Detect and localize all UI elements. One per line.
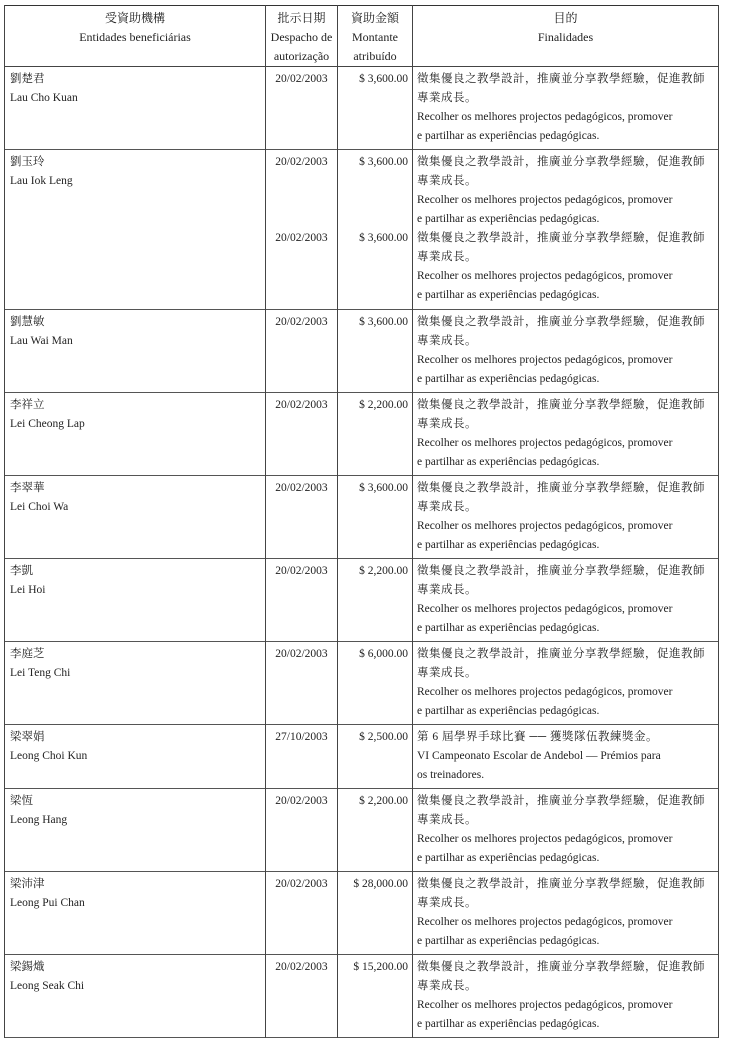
date-entry bbox=[270, 645, 333, 664]
purpose-zh-line1: 徵集優良之教學設計，推廣並分享教學經驗，促進教師 bbox=[417, 156, 705, 168]
table-row bbox=[5, 476, 719, 559]
date-cell bbox=[266, 872, 338, 955]
amount-entry bbox=[342, 153, 408, 229]
date-entry bbox=[270, 792, 333, 811]
date-entry bbox=[270, 562, 333, 581]
grant-date: 20/02/2003 bbox=[275, 878, 328, 890]
purpose-cell bbox=[413, 67, 719, 150]
purpose-cell bbox=[413, 725, 719, 789]
purpose-cell bbox=[413, 150, 719, 310]
table-header-row bbox=[5, 6, 719, 67]
purpose-pt-line1: VI Campeonato Escolar de Andebol — Prémios para bbox=[417, 750, 661, 762]
beneficiary-name-zh: 梁錫熾 bbox=[10, 961, 45, 973]
grant-date: 20/02/2003 bbox=[275, 961, 328, 973]
grant-date: 20/02/2003 bbox=[275, 316, 328, 328]
purpose-pt-line1: Recolher os melhores projectos pedagógicos, promover bbox=[417, 270, 673, 282]
purpose-zh-line2: 專業成長。 bbox=[417, 251, 477, 263]
beneficiary-cell bbox=[5, 642, 266, 725]
grant-amount: $ 2,200.00 bbox=[359, 795, 408, 807]
purpose-pt-line2: e partilhar as experiências pedagógicas. bbox=[417, 373, 600, 385]
amount-entry bbox=[342, 958, 408, 977]
header-amount-zh: 資助金額 bbox=[350, 11, 399, 25]
beneficiary-name-zh: 梁沛津 bbox=[10, 878, 45, 890]
purpose-zh-line1: 徵集優良之教學設計，推廣並分享教學經驗，促進教師 bbox=[417, 648, 705, 660]
purpose-zh-line2: 專業成長。 bbox=[417, 92, 477, 104]
grant-amount: $ 6,000.00 bbox=[359, 648, 408, 660]
beneficiary-name-pt: Lei Hoi bbox=[10, 584, 46, 596]
grants-table bbox=[4, 5, 719, 1038]
purpose-pt-line1: Recolher os melhores projectos pedagógicos, promover bbox=[417, 603, 673, 615]
purpose-cell bbox=[413, 559, 719, 642]
beneficiary-cell bbox=[5, 476, 266, 559]
purpose-zh-line1: 徵集優良之教學設計，推廣並分享教學經驗，促進教師 bbox=[417, 316, 705, 328]
beneficiary-cell bbox=[5, 310, 266, 393]
purpose-pt-line1: Recolher os melhores projectos pedagógicos, promover bbox=[417, 520, 673, 532]
purpose-zh-line2: 專業成長。 bbox=[417, 418, 477, 430]
grant-amount: $ 3,600.00 bbox=[359, 73, 408, 85]
beneficiary-name-pt: Leong Hang bbox=[10, 814, 68, 826]
beneficiary-name-pt: Lei Choi Wa bbox=[10, 501, 69, 513]
beneficiary-name-pt: Lei Teng Chi bbox=[10, 667, 71, 679]
date-cell bbox=[266, 393, 338, 476]
beneficiary-cell bbox=[5, 955, 266, 1038]
header-beneficiary-zh: 受資助機構 bbox=[104, 11, 165, 25]
amount-entry bbox=[342, 70, 408, 89]
grant-amount: $ 3,600.00 bbox=[359, 232, 408, 244]
header-date-pt2: autorização bbox=[273, 49, 330, 63]
header-amount-pt2: atribuído bbox=[353, 49, 397, 63]
date-entry bbox=[270, 313, 333, 332]
table-row bbox=[5, 67, 719, 150]
beneficiary-name-zh: 李凱 bbox=[10, 565, 33, 577]
beneficiary-cell bbox=[5, 67, 266, 150]
amount-cell bbox=[338, 67, 413, 150]
purpose-entry bbox=[417, 792, 715, 868]
date-cell bbox=[266, 476, 338, 559]
date-entry bbox=[270, 396, 333, 415]
purpose-zh-line1: 徵集優良之教學設計，推廣並分享教學經驗，促進教師 bbox=[417, 232, 705, 244]
date-cell bbox=[266, 150, 338, 310]
date-entry bbox=[270, 479, 333, 498]
grant-date: 20/02/2003 bbox=[275, 795, 328, 807]
beneficiary-name-pt: Lau Wai Man bbox=[10, 335, 73, 347]
purpose-pt-line1: Recolher os melhores projectos pedagógicos, promover bbox=[417, 833, 673, 845]
purpose-zh-line2: 專業成長。 bbox=[417, 980, 477, 992]
purpose-entry bbox=[417, 153, 715, 229]
amount-cell bbox=[338, 725, 413, 789]
purpose-pt-line1: Recolher os melhores projectos pedagógicos, promover bbox=[417, 194, 673, 206]
purpose-zh-line2: 專業成長。 bbox=[417, 667, 477, 679]
header-purpose-zh: 目的 bbox=[553, 11, 578, 25]
beneficiary-name-zh: 梁恆 bbox=[10, 795, 33, 807]
table-row bbox=[5, 789, 719, 872]
purpose-entry bbox=[417, 479, 715, 555]
purpose-entry bbox=[417, 562, 715, 638]
header-purpose-pt: Finalidades bbox=[537, 30, 594, 44]
purpose-entry bbox=[417, 875, 715, 951]
beneficiary-name-zh: 劉玉玲 bbox=[10, 156, 45, 168]
purpose-pt-line2: e partilhar as experiências pedagógicas. bbox=[417, 213, 600, 225]
grant-date: 27/10/2003 bbox=[275, 731, 328, 743]
header-beneficiary bbox=[5, 6, 266, 67]
purpose-entry bbox=[417, 958, 715, 1034]
table-body bbox=[5, 67, 719, 1038]
purpose-zh-line1: 徵集優良之教學設計，推廣並分享教學經驗，促進教師 bbox=[417, 878, 705, 890]
amount-cell bbox=[338, 872, 413, 955]
beneficiary-name-pt: Leong Choi Kun bbox=[10, 750, 88, 762]
grant-amount: $ 2,500.00 bbox=[359, 731, 408, 743]
purpose-cell bbox=[413, 789, 719, 872]
beneficiary-name-pt: Leong Seak Chi bbox=[10, 980, 85, 992]
date-cell bbox=[266, 642, 338, 725]
purpose-zh-line2: 專業成長。 bbox=[417, 584, 477, 596]
beneficiary-name-pt: Lau Cho Kuan bbox=[10, 92, 78, 104]
grant-date: 20/02/2003 bbox=[275, 648, 328, 660]
purpose-zh-line1: 徵集優良之教學設計，推廣並分享教學經驗，促進教師 bbox=[417, 795, 705, 807]
date-entry bbox=[270, 728, 333, 747]
header-amount-pt1: Montante bbox=[352, 30, 398, 44]
purpose-zh-line1: 徵集優良之教學設計，推廣並分享教學經驗，促進教師 bbox=[417, 961, 705, 973]
purpose-zh-line1: 第 6 屆學界手球比賽 ── 獲獎隊伍教練獎金。 bbox=[417, 731, 659, 743]
amount-cell bbox=[338, 559, 413, 642]
purpose-zh-line1: 徵集優良之教學設計，推廣並分享教學經驗，促進教師 bbox=[417, 482, 705, 494]
beneficiary-name-zh: 李翠華 bbox=[10, 482, 45, 494]
grant-date: 20/02/2003 bbox=[275, 482, 328, 494]
beneficiary-name-pt: Leong Pui Chan bbox=[10, 897, 85, 909]
purpose-pt-line2: e partilhar as experiências pedagógicas. bbox=[417, 289, 600, 301]
date-cell bbox=[266, 955, 338, 1038]
beneficiary-cell bbox=[5, 559, 266, 642]
beneficiary-name-pt: Lei Cheong Lap bbox=[10, 418, 85, 430]
purpose-zh-line1: 徵集優良之教學設計，推廣並分享教學經驗，促進教師 bbox=[417, 565, 705, 577]
grant-amount: $ 15,200.00 bbox=[353, 961, 408, 973]
purpose-pt-line2: e partilhar as experiências pedagógicas. bbox=[417, 539, 600, 551]
purpose-pt-line2: e partilhar as experiências pedagógicas. bbox=[417, 1018, 600, 1030]
beneficiary-name-zh: 劉楚君 bbox=[10, 73, 45, 85]
header-date-pt1: Despacho de bbox=[270, 30, 333, 44]
purpose-zh-line1: 徵集優良之教學設計，推廣並分享教學經驗，促進教師 bbox=[417, 399, 705, 411]
table-row bbox=[5, 642, 719, 725]
beneficiary-name-zh: 梁翠娟 bbox=[10, 731, 45, 743]
date-entry bbox=[270, 875, 333, 894]
date-cell bbox=[266, 67, 338, 150]
purpose-pt-line2: e partilhar as experiências pedagógicas. bbox=[417, 130, 600, 142]
purpose-entry bbox=[417, 229, 715, 305]
purpose-cell bbox=[413, 476, 719, 559]
amount-entry bbox=[342, 792, 408, 811]
date-entry bbox=[270, 70, 333, 89]
amount-entry bbox=[342, 229, 408, 305]
amount-entry bbox=[342, 479, 408, 498]
date-entry bbox=[270, 153, 333, 229]
amount-entry bbox=[342, 875, 408, 894]
purpose-pt-line2: e partilhar as experiências pedagógicas. bbox=[417, 456, 600, 468]
purpose-cell bbox=[413, 310, 719, 393]
purpose-zh-line2: 專業成長。 bbox=[417, 335, 477, 347]
purpose-pt-line1: Recolher os melhores projectos pedagógicos, promover bbox=[417, 686, 673, 698]
purpose-entry bbox=[417, 313, 715, 389]
purpose-entry bbox=[417, 396, 715, 472]
purpose-pt-line1: Recolher os melhores projectos pedagógicos, promover bbox=[417, 111, 673, 123]
header-purpose bbox=[413, 6, 719, 67]
grant-date: 20/02/2003 bbox=[275, 73, 328, 85]
purpose-entry bbox=[417, 70, 715, 146]
beneficiary-name-zh: 李祥立 bbox=[10, 399, 45, 411]
amount-entry bbox=[342, 396, 408, 415]
grant-amount: $ 3,600.00 bbox=[359, 316, 408, 328]
beneficiary-cell bbox=[5, 789, 266, 872]
amount-cell bbox=[338, 789, 413, 872]
header-amount bbox=[338, 6, 413, 67]
amount-cell bbox=[338, 150, 413, 310]
table-row bbox=[5, 872, 719, 955]
table-row bbox=[5, 310, 719, 393]
beneficiary-cell bbox=[5, 872, 266, 955]
grant-amount: $ 3,600.00 bbox=[359, 482, 408, 494]
purpose-pt-line1: Recolher os melhores projectos pedagógicos, promover bbox=[417, 437, 673, 449]
date-entry bbox=[270, 958, 333, 977]
purpose-pt-line2: e partilhar as experiências pedagógicas. bbox=[417, 622, 600, 634]
purpose-zh-line2: 專業成長。 bbox=[417, 501, 477, 513]
purpose-pt-line1: Recolher os melhores projectos pedagógicos, promover bbox=[417, 999, 673, 1011]
date-entry bbox=[270, 229, 333, 305]
purpose-cell bbox=[413, 393, 719, 476]
purpose-zh-line2: 專業成長。 bbox=[417, 897, 477, 909]
amount-cell bbox=[338, 642, 413, 725]
grant-date: 20/02/2003 bbox=[275, 156, 328, 168]
amount-entry bbox=[342, 728, 408, 747]
purpose-zh-line2: 專業成長。 bbox=[417, 814, 477, 826]
grant-date: 20/02/2003 bbox=[275, 232, 328, 244]
purpose-pt-line2: e partilhar as experiências pedagógicas. bbox=[417, 852, 600, 864]
purpose-pt-line2: os treinadores. bbox=[417, 769, 485, 781]
date-cell bbox=[266, 559, 338, 642]
grant-date: 20/02/2003 bbox=[275, 399, 328, 411]
beneficiary-name-zh: 李庭芝 bbox=[10, 648, 45, 660]
beneficiary-cell bbox=[5, 150, 266, 310]
beneficiary-cell bbox=[5, 725, 266, 789]
purpose-pt-line2: e partilhar as experiências pedagógicas. bbox=[417, 705, 600, 717]
date-cell bbox=[266, 789, 338, 872]
purpose-entry bbox=[417, 645, 715, 721]
table-row bbox=[5, 955, 719, 1038]
amount-cell bbox=[338, 310, 413, 393]
table-row bbox=[5, 725, 719, 789]
amount-entry bbox=[342, 313, 408, 332]
beneficiary-cell bbox=[5, 393, 266, 476]
date-cell bbox=[266, 310, 338, 393]
purpose-cell bbox=[413, 642, 719, 725]
amount-entry bbox=[342, 562, 408, 581]
amount-cell bbox=[338, 476, 413, 559]
amount-entry bbox=[342, 645, 408, 664]
header-beneficiary-pt: Entidades beneficiárias bbox=[79, 30, 191, 44]
beneficiary-name-pt: Lau Iok Leng bbox=[10, 175, 73, 187]
purpose-pt-line1: Recolher os melhores projectos pedagógicos, promover bbox=[417, 916, 673, 928]
purpose-zh-line2: 專業成長。 bbox=[417, 175, 477, 187]
header-date-zh: 批示日期 bbox=[277, 11, 326, 25]
table-row bbox=[5, 150, 719, 310]
amount-cell bbox=[338, 393, 413, 476]
purpose-zh-line1: 徵集優良之教學設計，推廣並分享教學經驗，促進教師 bbox=[417, 73, 705, 85]
table-row bbox=[5, 559, 719, 642]
grant-amount: $ 28,000.00 bbox=[353, 878, 408, 890]
grant-date: 20/02/2003 bbox=[275, 565, 328, 577]
beneficiary-name-zh: 劉慧敏 bbox=[10, 316, 45, 328]
header-date bbox=[266, 6, 338, 67]
grant-amount: $ 2,200.00 bbox=[359, 565, 408, 577]
table-row bbox=[5, 393, 719, 476]
grant-amount: $ 3,600.00 bbox=[359, 156, 408, 168]
purpose-entry bbox=[417, 728, 715, 785]
purpose-cell bbox=[413, 955, 719, 1038]
purpose-pt-line1: Recolher os melhores projectos pedagógicos, promover bbox=[417, 354, 673, 366]
purpose-pt-line2: e partilhar as experiências pedagógicas. bbox=[417, 935, 600, 947]
grant-amount: $ 2,200.00 bbox=[359, 399, 408, 411]
amount-cell bbox=[338, 955, 413, 1038]
purpose-cell bbox=[413, 872, 719, 955]
date-cell bbox=[266, 725, 338, 789]
